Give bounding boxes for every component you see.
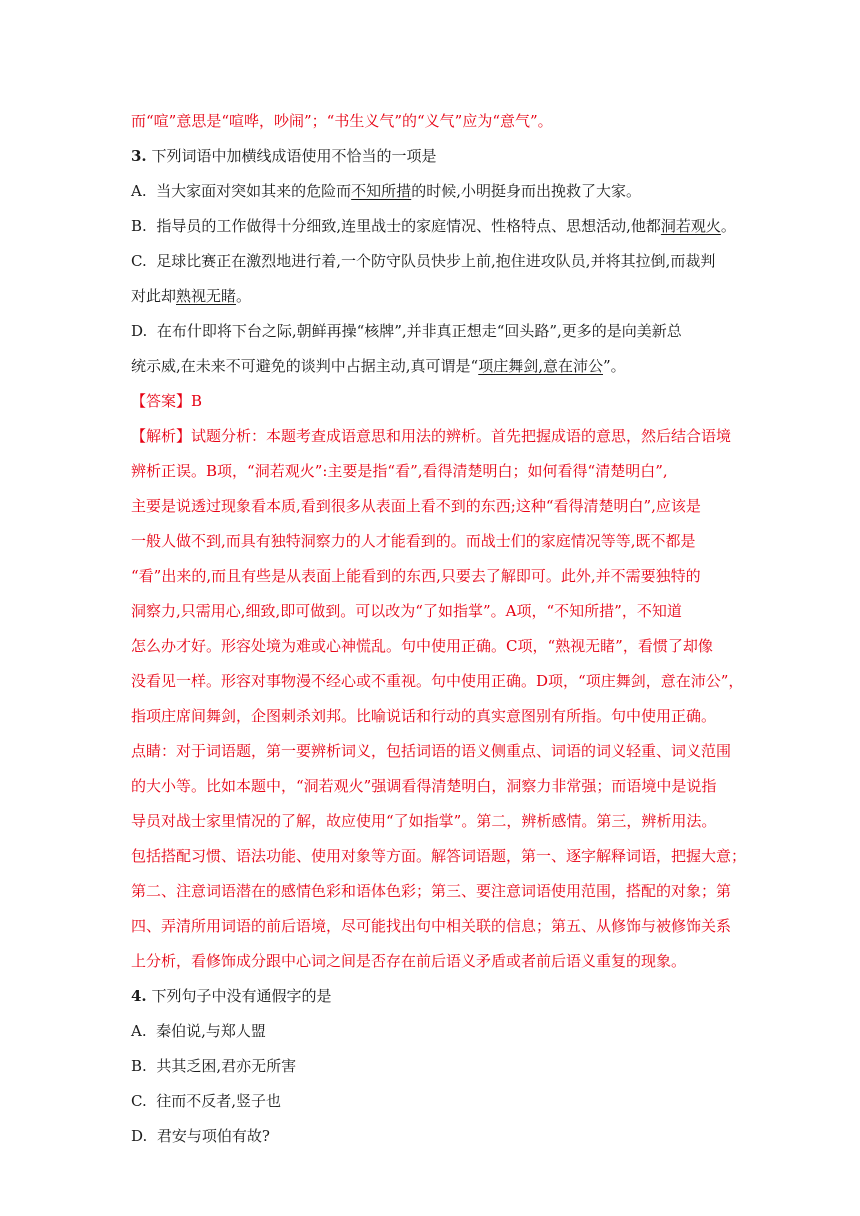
option-c-continued [131, 286, 731, 306]
option-text: 当大家面对突如其来的危险而 [156, 182, 352, 200]
analysis-line: 辨析正误。B项，“洞若观火”:主要是指“看”,看得清楚明白；如何看得“清楚明白”, [131, 462, 668, 480]
question-4-stem [131, 986, 731, 1006]
analysis-line: 指项庄席间舞剑，企图刺杀刘邦。比喻说话和行动的真实意图别有所指。句中使用正确。 [131, 707, 717, 725]
underlined-idiom: 洞若观火 [660, 217, 721, 235]
option-text: 统示威,在未来不可避免的谈判中占据主动,真可谓是“ [131, 357, 479, 375]
option-text: ”。 [603, 357, 626, 375]
answer-line [131, 391, 731, 411]
question-number: 3. [131, 147, 147, 165]
underlined-idiom: 熟视无睹 [176, 287, 237, 305]
underlined-idiom: 不知所措 [351, 182, 412, 200]
option-c [131, 251, 731, 271]
question-text: 下列句子中没有通假字的是 [151, 987, 332, 1005]
analysis-line: 怎么办才好。形容处境为难或心神慌乱。句中使用正确。C项，“熟视无睹”，看惯了却像 [131, 637, 713, 655]
option-label: B. [131, 217, 147, 235]
analysis-line: 的大小等。比如本题中，“洞若观火”强调看得清楚明白，洞察力非常强；而语境中是说指 [131, 777, 717, 795]
question-3-stem [131, 146, 731, 166]
analysis-tag: 【解析】 [131, 427, 192, 445]
option-text: 往而不反者,竖子也 [156, 1092, 282, 1110]
analysis-line: 上分析，看修饰成分跟中心词之间是否存在前后语义矛盾或者前后语义重复的现象。 [131, 952, 687, 970]
option-label: C. [131, 1092, 147, 1110]
analysis-line: 四、弄清所用词语的前后语境，尽可能找出句中相关联的信息；第五、从修饰与被修饰关系 [131, 917, 732, 935]
analysis-line: 导员对战士家里情况的了解，故应使用“了如指掌”。第二，辨析感情。第三，辨析用法。 [131, 812, 717, 830]
option-text: 。 [720, 217, 736, 235]
option-d [131, 321, 731, 341]
option-label: B. [131, 1057, 147, 1075]
option-text: 的时候,小明挺身而出挽救了大家。 [411, 182, 641, 200]
underlined-idiom: 项庄舞剑,意在沛公 [478, 357, 603, 375]
analysis-line [131, 426, 731, 446]
analysis-line: 没看见一样。形容对事物漫不经心或不重视。句中使用正确。D项，“项庄舞剑，意在沛公”， [131, 672, 744, 690]
option-label: A. [131, 1022, 147, 1040]
answer-value: B [191, 392, 203, 410]
analysis-line: “看”出来的,而且有些是从表面上能看到的东西,只要去了解即可。此外,并不需要独特的 [131, 567, 701, 585]
analysis-line: 洞察力,只需用心,细致,即可做到。可以改为“了如指掌”。A项，“不知所措”，不知道 [131, 602, 682, 620]
analysis-text: 试题分析：本题考查成语意思和用法的辨析。首先把握成语的意思，然后结合语境 [191, 427, 732, 445]
option-a [131, 181, 731, 201]
option-text: 在布什即将下台之际,朝鲜再操“核牌”,并非真正想走“回头路”,更多的是向美新总 [156, 322, 682, 340]
option-b [131, 216, 736, 236]
option-c [131, 1091, 731, 1111]
option-text: 。 [236, 287, 252, 305]
analysis-line: 点睛：对于词语题，第一要辨析词义，包括词语的语义侧重点、词语的词义轻重、词义范围 [131, 742, 732, 760]
option-text: 秦伯说,与郑人盟 [156, 1022, 266, 1040]
previous-analysis-tail: 而“喧”意思是“喧哗，吵闹”；“书生义气”的“义气”应为“意气”。 [131, 112, 553, 130]
option-label: D. [131, 1127, 148, 1145]
option-text: 君安与项伯有故? [156, 1127, 270, 1145]
analysis-line: 主要是说透过现象看本质,看到很多从表面上看不到的东西;这种“看得清楚明白”,应该是 [131, 497, 701, 515]
option-label: C. [131, 252, 147, 270]
question-text: 下列词语中加横线成语使用不恰当的一项是 [151, 147, 437, 165]
analysis-line: 一般人做不到,而具有独特洞察力的人才能看到的。而战士们的家庭情况等等,既不都是 [131, 532, 696, 550]
option-b [131, 1056, 731, 1076]
option-text: 足球比赛正在激烈地进行着,一个防守队员快步上前,抱住进攻队员,并将其拉倒,而裁判 [156, 252, 716, 270]
option-text: 指导员的工作做得十分细致,连里战士的家庭情况、性格特点、思想活动,他都 [156, 217, 661, 235]
question-number: 4. [131, 987, 147, 1005]
analysis-line: 第二、注意词语潜在的感情色彩和语体色彩；第三、要注意词语使用范围，搭配的对象；第 [131, 882, 732, 900]
analysis-line: 包括搭配习惯、语法功能、使用对象等方面。解答词语题，第一、逐字解释词语，把握大意； [131, 847, 747, 865]
option-d [131, 1126, 731, 1146]
option-text: 对此却 [131, 287, 177, 305]
option-text: 共其乏困,君亦无所害 [156, 1057, 297, 1075]
option-label: D. [131, 322, 148, 340]
option-label: A. [131, 182, 147, 200]
answer-tag: 【答案】 [131, 392, 192, 410]
option-d-continued [131, 356, 731, 376]
option-a [131, 1021, 731, 1041]
